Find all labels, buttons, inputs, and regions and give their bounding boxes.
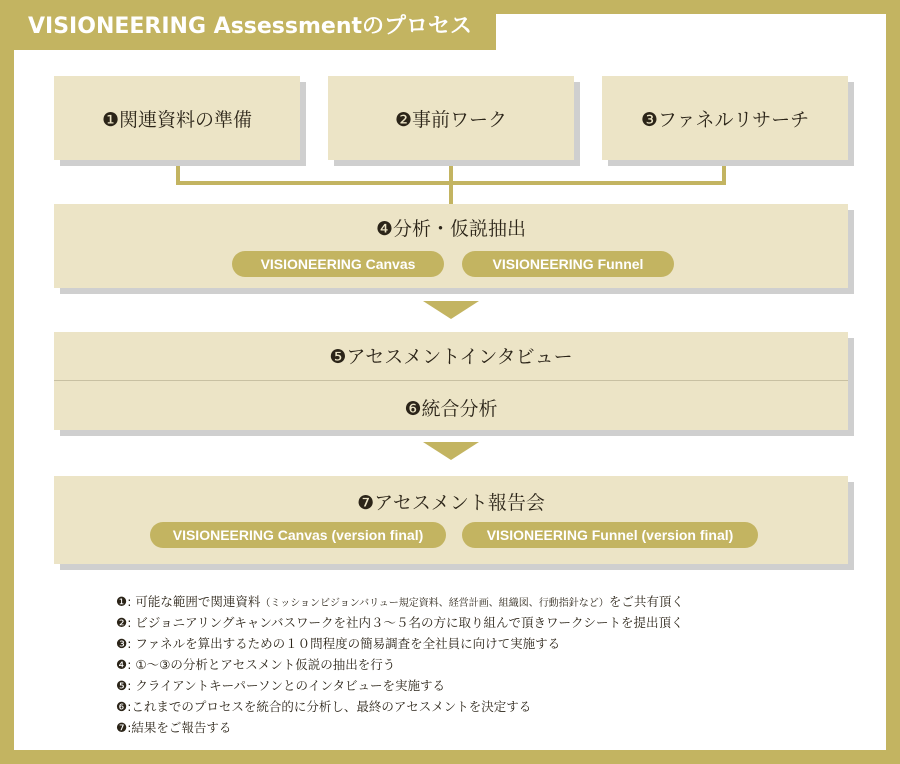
note-text: : ビジョニアリングキャンバスワークを社内３～５名の方に取り組んで頂きワークシートを提出頂く: [127, 615, 684, 630]
connector-horizontal: [176, 181, 726, 185]
note-text: : ファネルを算出するための１０問程度の簡易調査を全社員に向けて実施する: [127, 636, 561, 651]
note-text: : クライアントキーパーソンとのインタビューを実施する: [127, 678, 446, 693]
step-4-number: ❹: [375, 218, 394, 240]
note-text: :結果をご報告する: [127, 720, 232, 735]
step-7-number: ❼: [357, 492, 375, 514]
step-2-label: 事前ワーク: [412, 109, 508, 131]
note-text: :これまでのプロセスを統合的に分析し、最終のアセスメントを決定する: [127, 699, 532, 714]
step-6-title: [54, 394, 848, 421]
step-7-pill-funnel: VISIONEERING Funnel (version final): [462, 522, 758, 548]
note-item: [116, 696, 836, 717]
note-item: [116, 717, 836, 738]
step-2-title: [328, 105, 574, 132]
step-3-title: [602, 105, 848, 132]
note-text: : 可能な範囲で関連資料: [127, 594, 261, 609]
title-tab: [0, 0, 496, 48]
step-5-title: [54, 342, 848, 369]
step-6-label: 統合分析: [421, 398, 498, 420]
step-4-pill-funnel: VISIONEERING Funnel: [462, 251, 674, 277]
note-item: [116, 675, 836, 696]
frame-top-area: [496, 14, 886, 54]
step-2-box: [328, 76, 574, 160]
note-number: ❷: [116, 615, 128, 630]
step-1-box: [54, 76, 300, 160]
step-1-label: 関連資料の準備: [119, 109, 253, 131]
note-number: ❼: [116, 720, 128, 735]
page-title: VISIONEERING Assessmentのプロセス: [28, 14, 473, 39]
step-7-label: アセスメント報告会: [374, 492, 545, 514]
note-small-text: （ミッションビジョンバリュー規定資料、経営計画、組織図、行動指針など）: [260, 598, 609, 609]
note-text: : ①～③の分析とアセスメント仮説の抽出を行う: [127, 657, 396, 672]
step-3-label: ファネルリサーチ: [657, 109, 810, 131]
step-5-label: アセスメントインタビュー: [346, 346, 573, 368]
step-4-title: [54, 214, 848, 241]
step-4-pill-canvas: VISIONEERING Canvas: [232, 251, 444, 277]
step-7-box: [54, 476, 848, 564]
step-7-title: [54, 488, 848, 515]
step-5-6-divider: [54, 380, 848, 381]
note-item: [116, 654, 836, 675]
step-2-number: ❷: [394, 109, 413, 131]
step-7-pill-canvas: VISIONEERING Canvas (version final): [150, 522, 446, 548]
step-4-label: 分析・仮説抽出: [393, 218, 527, 240]
step-6-number: ❻: [404, 398, 422, 420]
notes-list: [116, 591, 836, 738]
step-5-number: ❺: [329, 346, 347, 368]
down-arrow-2: [423, 442, 479, 460]
note-item: [116, 591, 836, 612]
note-item: [116, 633, 836, 654]
note-number: ❹: [116, 657, 128, 672]
step-4-box: [54, 204, 848, 288]
step-1-number: ❶: [101, 109, 120, 131]
note-number: ❸: [116, 636, 128, 651]
note-number: ❶: [116, 594, 128, 609]
step-3-box: [602, 76, 848, 160]
step-1-title: [54, 105, 300, 132]
note-item: [116, 612, 836, 633]
step-3-number: ❸: [640, 109, 658, 131]
note-number: ❻: [116, 699, 128, 714]
note-text-end: をご共有頂く: [608, 594, 684, 609]
step-5-6-box: [54, 332, 848, 430]
down-arrow-1: [423, 301, 479, 319]
note-number: ❺: [116, 678, 128, 693]
